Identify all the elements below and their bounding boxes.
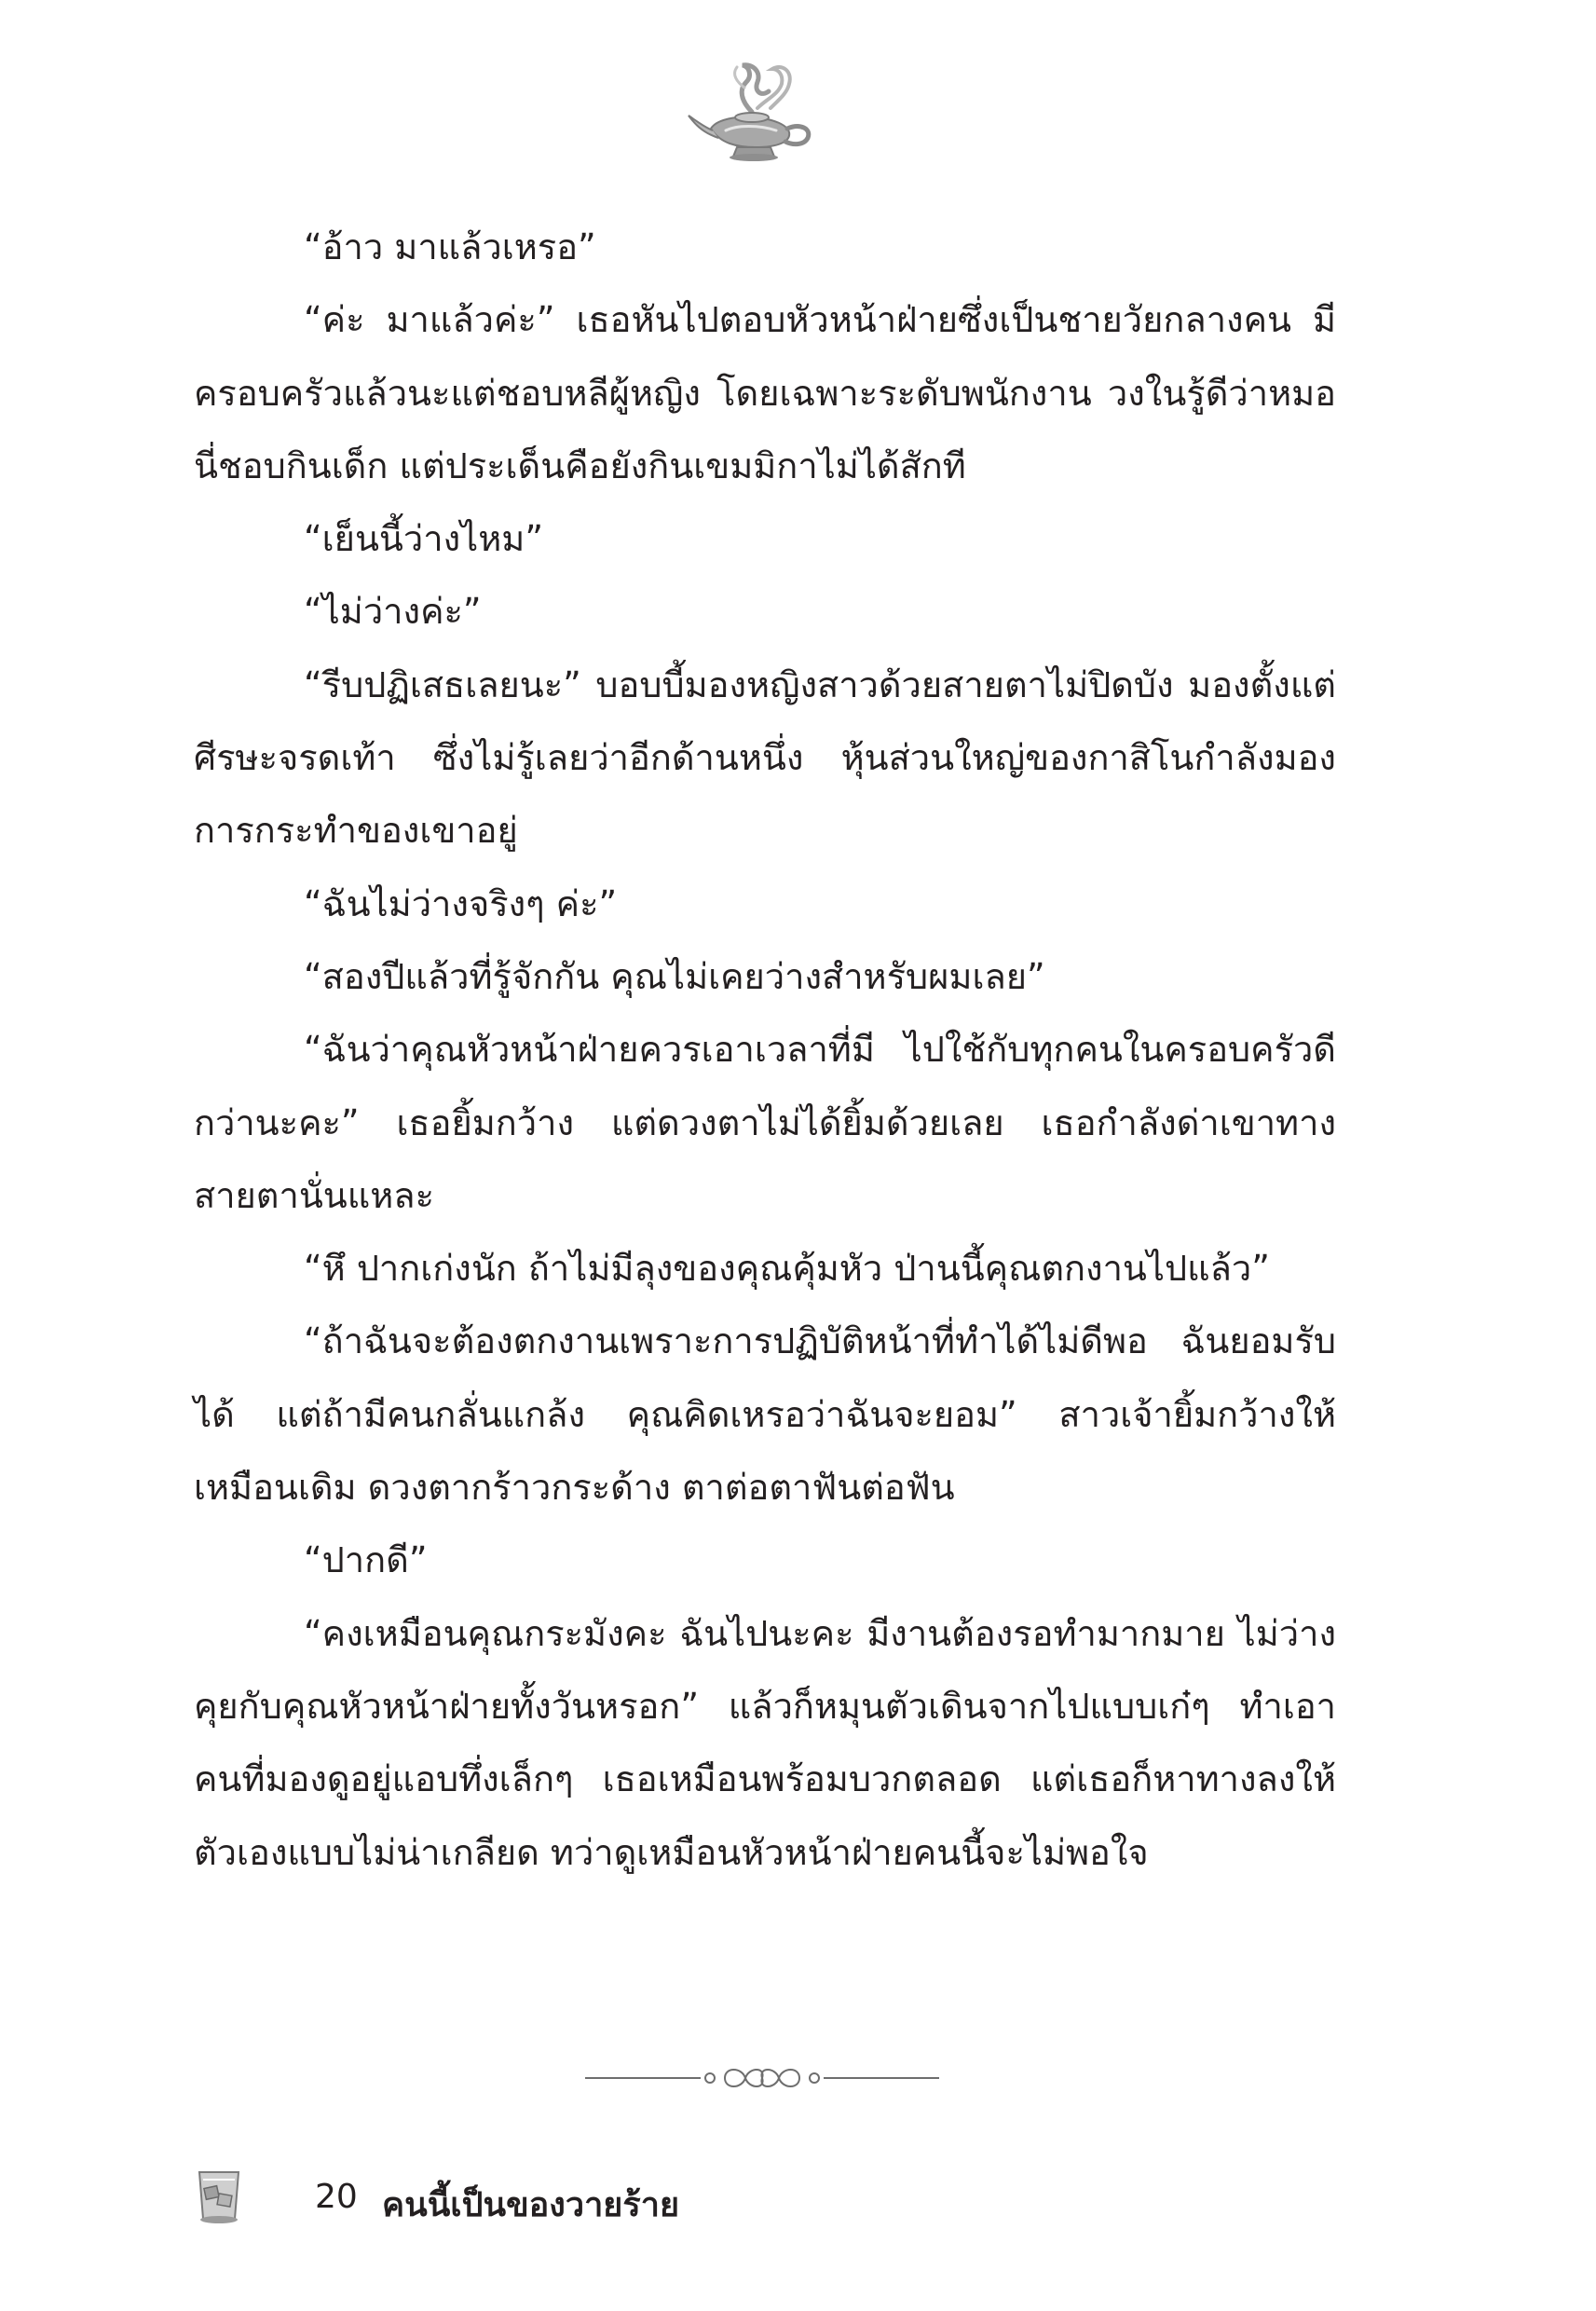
paragraph: “ไม่ว่างค่ะ” [304,591,482,633]
paragraph: “ปากดี” [304,1539,428,1581]
paragraph: “ถ้าฉันจะต้องตกงานเพราะการปฏิบัติหน้าที่ทำได้ไม่ดีพอ ฉันยอมรับได้ แต่ถ้ามีคนกลั่นแกล้ง คุณคิดเหรอว่าฉันจะยอม” สาวเจ้ายิ้มกว้างให้เหมือนเดิม ดวงตากร้าวกระด้าง ตาต่อตาฟันต่อฟัน [194,1320,1336,1509]
paragraph: “สองปีแล้วที่รู้จักกัน คุณไม่เคยว่างสำหรับผมเลย” [304,955,1045,997]
paragraph: “เย็นนี้ว่างไหม” [304,518,544,560]
book-title: คนนี้เป็นของวายร้าย [382,2186,680,2224]
paragraph: “หึ ปากเก่งนัก ถ้าไม่มีลุงของคุณคุ้มหัว ป่านนี้คุณตกงานไปแล้ว” [304,1248,1270,1290]
genie-lamp-icon [685,54,825,164]
page-number: 20 [315,2178,358,2216]
paragraph: “คงเหมือนคุณกระมังคะ ฉันไปนะคะ มีงานต้องรอทำมากมาย ไม่ว่างคุยกับคุณหัวหน้าฝ่ายทั้งวันหรอก” แล้วก็หมุนตัวเดินจากไปแบบเก๋ๆ ทำเอาคนที่มองดูอยู่แอบทึ่งเล็กๆ เธอเหมือนพร้อมบวกตลอด แต่เธอก็หาทางลงให้ตัวเองแบบไม่น่าเกลียด ทว่าดูเหมือนหัวหน้าฝ่ายคนนี้จะไม่พอใจ [194,1612,1336,1873]
page-footer [194,2167,1032,2232]
ornamental-divider [585,2059,939,2097]
paragraph: “ค่ะ มาแล้วค่ะ” เธอหันไปตอบหัวหน้าฝ่ายซึ่งเป็นชายวัยกลางคน มีครอบครัวแล้วนะแต่ชอบหลีผู้หญิง โดยเฉพาะระดับพนักงาน วงในรู้ดีว่าหมอนี่ชอบกินเด็ก แต่ประเด็นคือยังกินเขมมิกาไม่ได้สักที [194,299,1336,486]
glass-icon [194,2167,244,2226]
paragraph: “ฉันว่าคุณหัวหน้าฝ่ายควรเอาเวลาที่มี ไปใช้กับทุกคนในครอบครัวดีกว่านะคะ” เธอยิ้มกว้าง แต่ดวงตาไม่ได้ยิ้มด้วยเลย เธอกำลังด่าเขาทางสายตานั่นแหละ [194,1029,1336,1216]
chapter-body [194,211,1336,1889]
paragraph: “ฉันไม่ว่างจริงๆ ค่ะ” [304,882,618,924]
paragraph: “อ้าว มาแล้วเหรอ” [304,226,596,267]
paragraph: “รีบปฏิเสธเลยนะ” บอบบี้มองหญิงสาวด้วยสายตาไม่ปิดบัง มองตั้งแต่ศีรษะจรดเท้า ซึ่งไม่รู้เลยว่าอีกด้านหนึ่ง หุ้นส่วนใหญ่ของกาสิโนกำลังมองการกระทำของเขาอยู่ [194,663,1336,852]
